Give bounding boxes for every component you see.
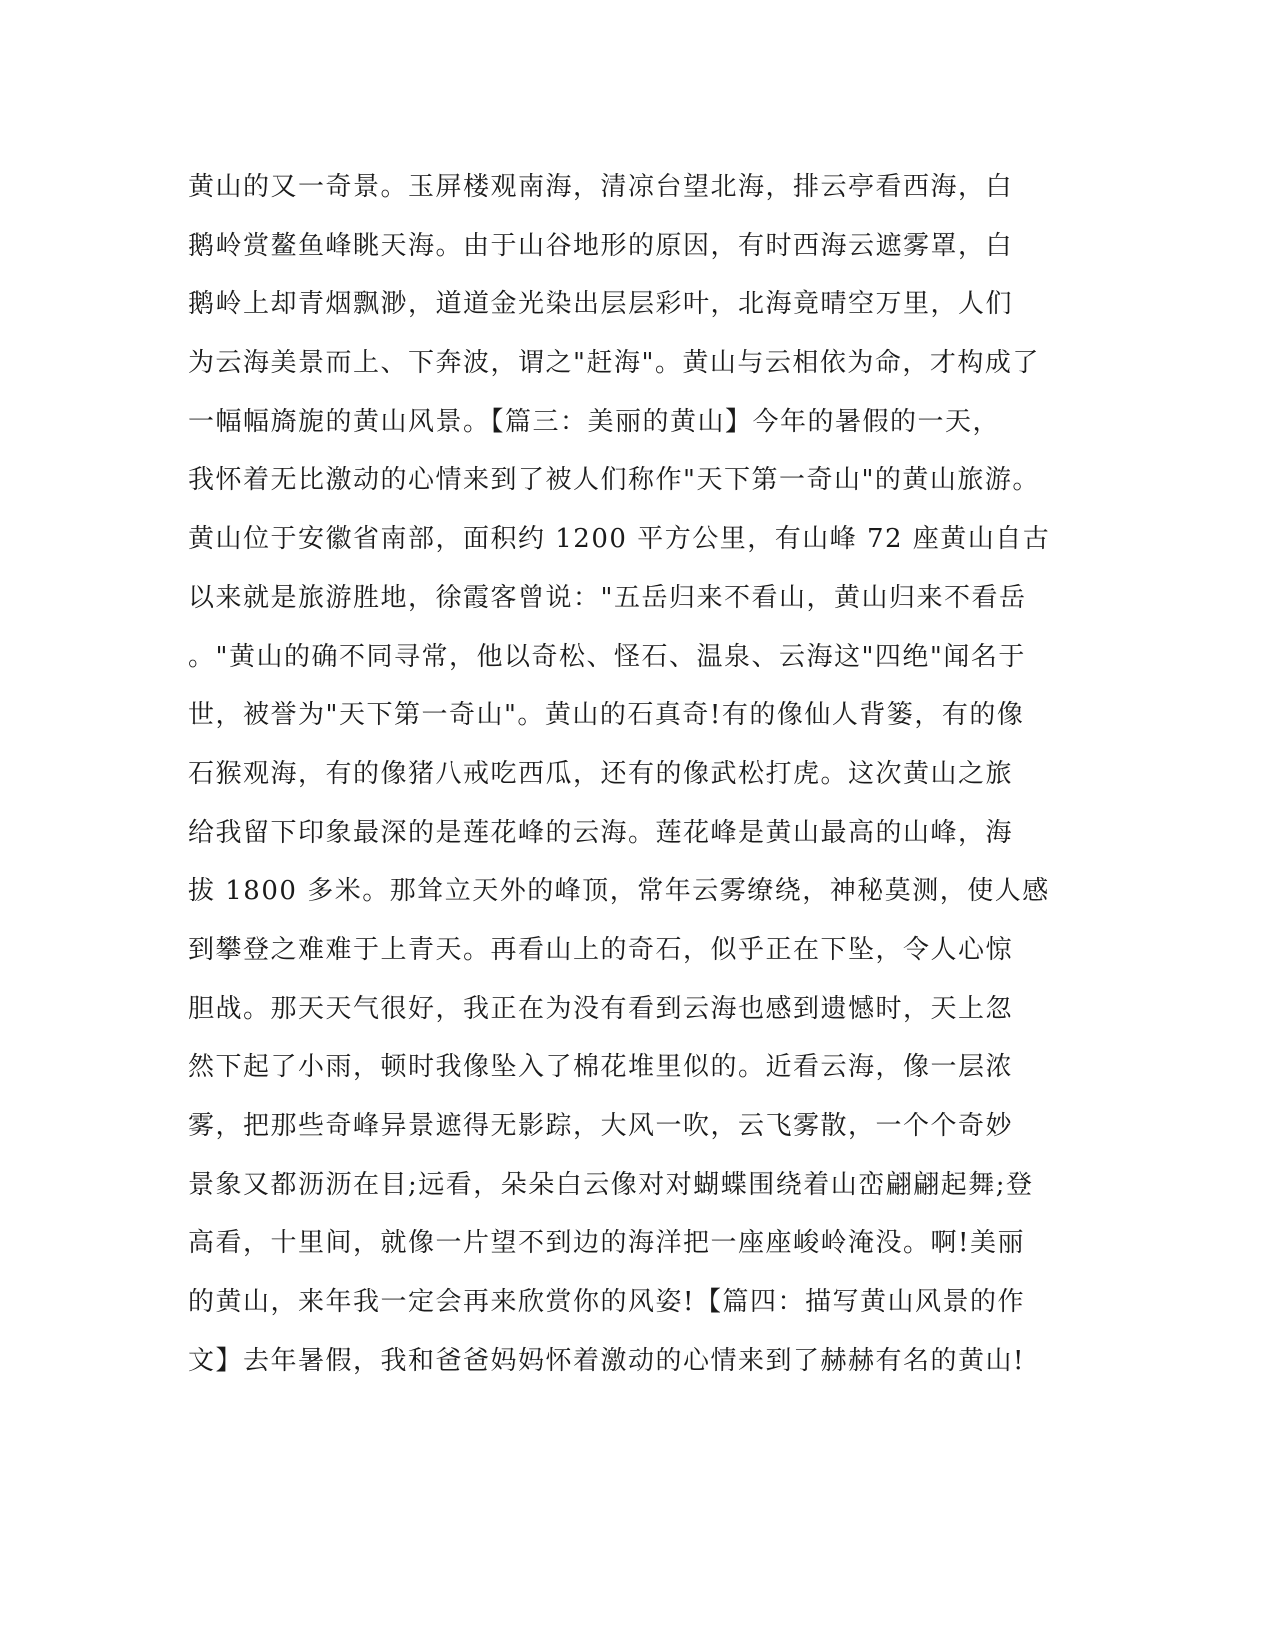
text-line: 到攀登之难难于上青天。再看山上的奇石，似乎正在下坠，令人心惊 [188,934,1014,965]
text-line: 拔 1800 多米。那耸立天外的峰顶，常年云雾缭绕，神秘莫测，使人感 [188,876,1050,907]
text-line: 景象又都沥沥在目;远看，朵朵白云像对对蝴蝶围绕着山峦翩翩起舞;登 [188,1169,1034,1200]
text-line: 鹅岭赏鳌鱼峰眺天海。由于山谷地形的原因，有时西海云遮雾罩，白 [188,230,1014,261]
text-line: 给我留下印象最深的是莲花峰的云海。莲花峰是黄山最高的山峰，海 [188,817,1014,848]
text-line: 的黄山，来年我一定会再来欣赏你的风姿!【篇四：描写黄山风景的作 [188,1287,1025,1318]
text-line: 文】去年暑假，我和爸爸妈妈怀着激动的心情来到了赫赫有名的黄山! [188,1345,1025,1376]
text-line: 以来就是旅游胜地，徐霞客曾说："五岳归来不看山，黄山归来不看岳 [188,582,1027,613]
text-line: 鹅岭上却青烟飘渺，道道金光染出层层彩叶，北海竟晴空万里，人们 [188,289,1014,320]
text-line: 我怀着无比激动的心情来到了被人们称作"天下第一奇山"的黄山旅游。 [188,465,1040,496]
text-line: 胆战。那天天气很好，我正在为没有看到云海也感到遗憾时，天上忽 [188,993,1014,1024]
text-line: 然下起了小雨，顿时我像坠入了棉花堆里似的。近看云海，像一层浓 [188,1052,1014,1083]
text-line: 高看，十里间，就像一片望不到边的海洋把一座座峻岭淹没。啊!美丽 [188,1228,1025,1259]
text-line: 雾，把那些奇峰异景遮得无影踪，大风一吹，云飞雾散，一个个奇妙 [188,1111,1014,1141]
text-line: 为云海美景而上、下奔波，谓之"赶海"。黄山与云相依为命，才构成了 [188,348,1040,379]
text-line: 。"黄山的确不同寻常，他以奇松、怪石、温泉、云海这"四绝"闻名于 [188,641,1026,672]
essay-body [188,158,1088,1390]
text-line: 一幅幅旖旎的黄山风景。【篇三：美丽的黄山】今年的暑假的一天， [188,406,1001,437]
text-line: 黄山位于安徽省南部，面积约 1200 平方公里，有山峰 72 座黄山自古 [188,524,1051,555]
text-line: 石猴观海，有的像猪八戒吃西瓜，还有的像武松打虎。这次黄山之旅 [188,758,1014,789]
text-line: 世，被誉为"天下第一奇山"。黄山的石真奇!有的像仙人背篓，有的像 [188,700,1025,731]
text-line: 黄山的又一奇景。玉屏楼观南海，清凉台望北海，排云亭看西海，白 [188,172,1014,202]
